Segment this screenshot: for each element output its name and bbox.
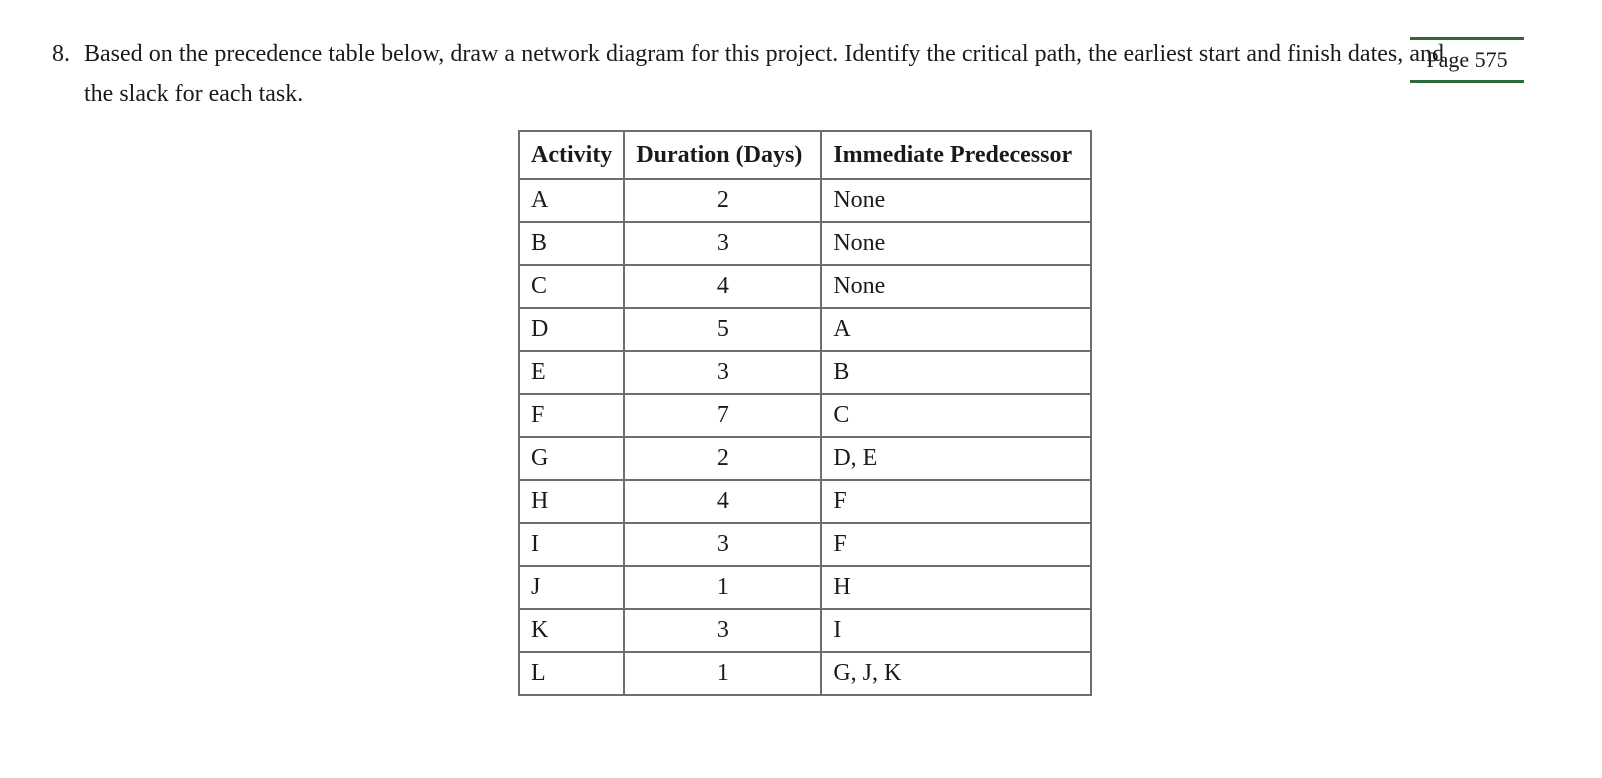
table-row bbox=[519, 394, 1091, 437]
activity-cell: K bbox=[519, 609, 624, 652]
predecessor-cell: I bbox=[821, 609, 1091, 652]
question-text: Based on the precedence table below, draw a network diagram for this project. Identify the critical path, the earliest start and finish dates, and the slack for each task. bbox=[84, 41, 1444, 107]
predecessor-cell: H bbox=[821, 566, 1091, 609]
duration-cell: 3 bbox=[624, 351, 821, 394]
table-row bbox=[519, 652, 1091, 695]
header-activity: Activity bbox=[519, 131, 624, 179]
table-row bbox=[519, 480, 1091, 523]
duration-cell: 7 bbox=[624, 394, 821, 437]
table-row bbox=[519, 437, 1091, 480]
predecessor-cell: None bbox=[821, 265, 1091, 308]
predecessor-cell: B bbox=[821, 351, 1091, 394]
precedence-table bbox=[518, 130, 1092, 696]
predecessor-cell: F bbox=[821, 523, 1091, 566]
table-header-row bbox=[519, 131, 1091, 179]
activity-cell: J bbox=[519, 566, 624, 609]
predecessor-cell: None bbox=[821, 222, 1091, 265]
header-predecessor: Immediate Predecessor bbox=[821, 131, 1091, 179]
activity-cell: L bbox=[519, 652, 624, 695]
duration-cell: 2 bbox=[624, 179, 821, 222]
activity-cell: C bbox=[519, 265, 624, 308]
predecessor-cell: D, E bbox=[821, 437, 1091, 480]
activity-cell: D bbox=[519, 308, 624, 351]
table-row bbox=[519, 609, 1091, 652]
page-marker: Page 575 bbox=[1410, 37, 1524, 83]
table-body bbox=[519, 179, 1091, 695]
predecessor-cell: A bbox=[821, 308, 1091, 351]
activity-cell: F bbox=[519, 394, 624, 437]
predecessor-cell: C bbox=[821, 394, 1091, 437]
activity-cell: H bbox=[519, 480, 624, 523]
duration-cell: 3 bbox=[624, 609, 821, 652]
activity-cell: G bbox=[519, 437, 624, 480]
duration-cell: 3 bbox=[624, 222, 821, 265]
duration-cell: 4 bbox=[624, 480, 821, 523]
duration-cell: 2 bbox=[624, 437, 821, 480]
duration-cell: 3 bbox=[624, 523, 821, 566]
table-row bbox=[519, 179, 1091, 222]
table-row bbox=[519, 566, 1091, 609]
table-row bbox=[519, 351, 1091, 394]
table-row bbox=[519, 523, 1091, 566]
table-row bbox=[519, 222, 1091, 265]
duration-cell: 1 bbox=[624, 566, 821, 609]
header-duration: Duration (Days) bbox=[624, 131, 821, 179]
predecessor-cell: None bbox=[821, 179, 1091, 222]
duration-cell: 1 bbox=[624, 652, 821, 695]
duration-cell: 5 bbox=[624, 308, 821, 351]
question-number: 8. bbox=[52, 41, 70, 67]
activity-cell: I bbox=[519, 523, 624, 566]
activity-cell: E bbox=[519, 351, 624, 394]
activity-cell: B bbox=[519, 222, 624, 265]
duration-cell: 4 bbox=[624, 265, 821, 308]
predecessor-cell: G, J, K bbox=[821, 652, 1091, 695]
table-row bbox=[519, 308, 1091, 351]
predecessor-cell: F bbox=[821, 480, 1091, 523]
activity-cell: A bbox=[519, 179, 624, 222]
table-row bbox=[519, 265, 1091, 308]
